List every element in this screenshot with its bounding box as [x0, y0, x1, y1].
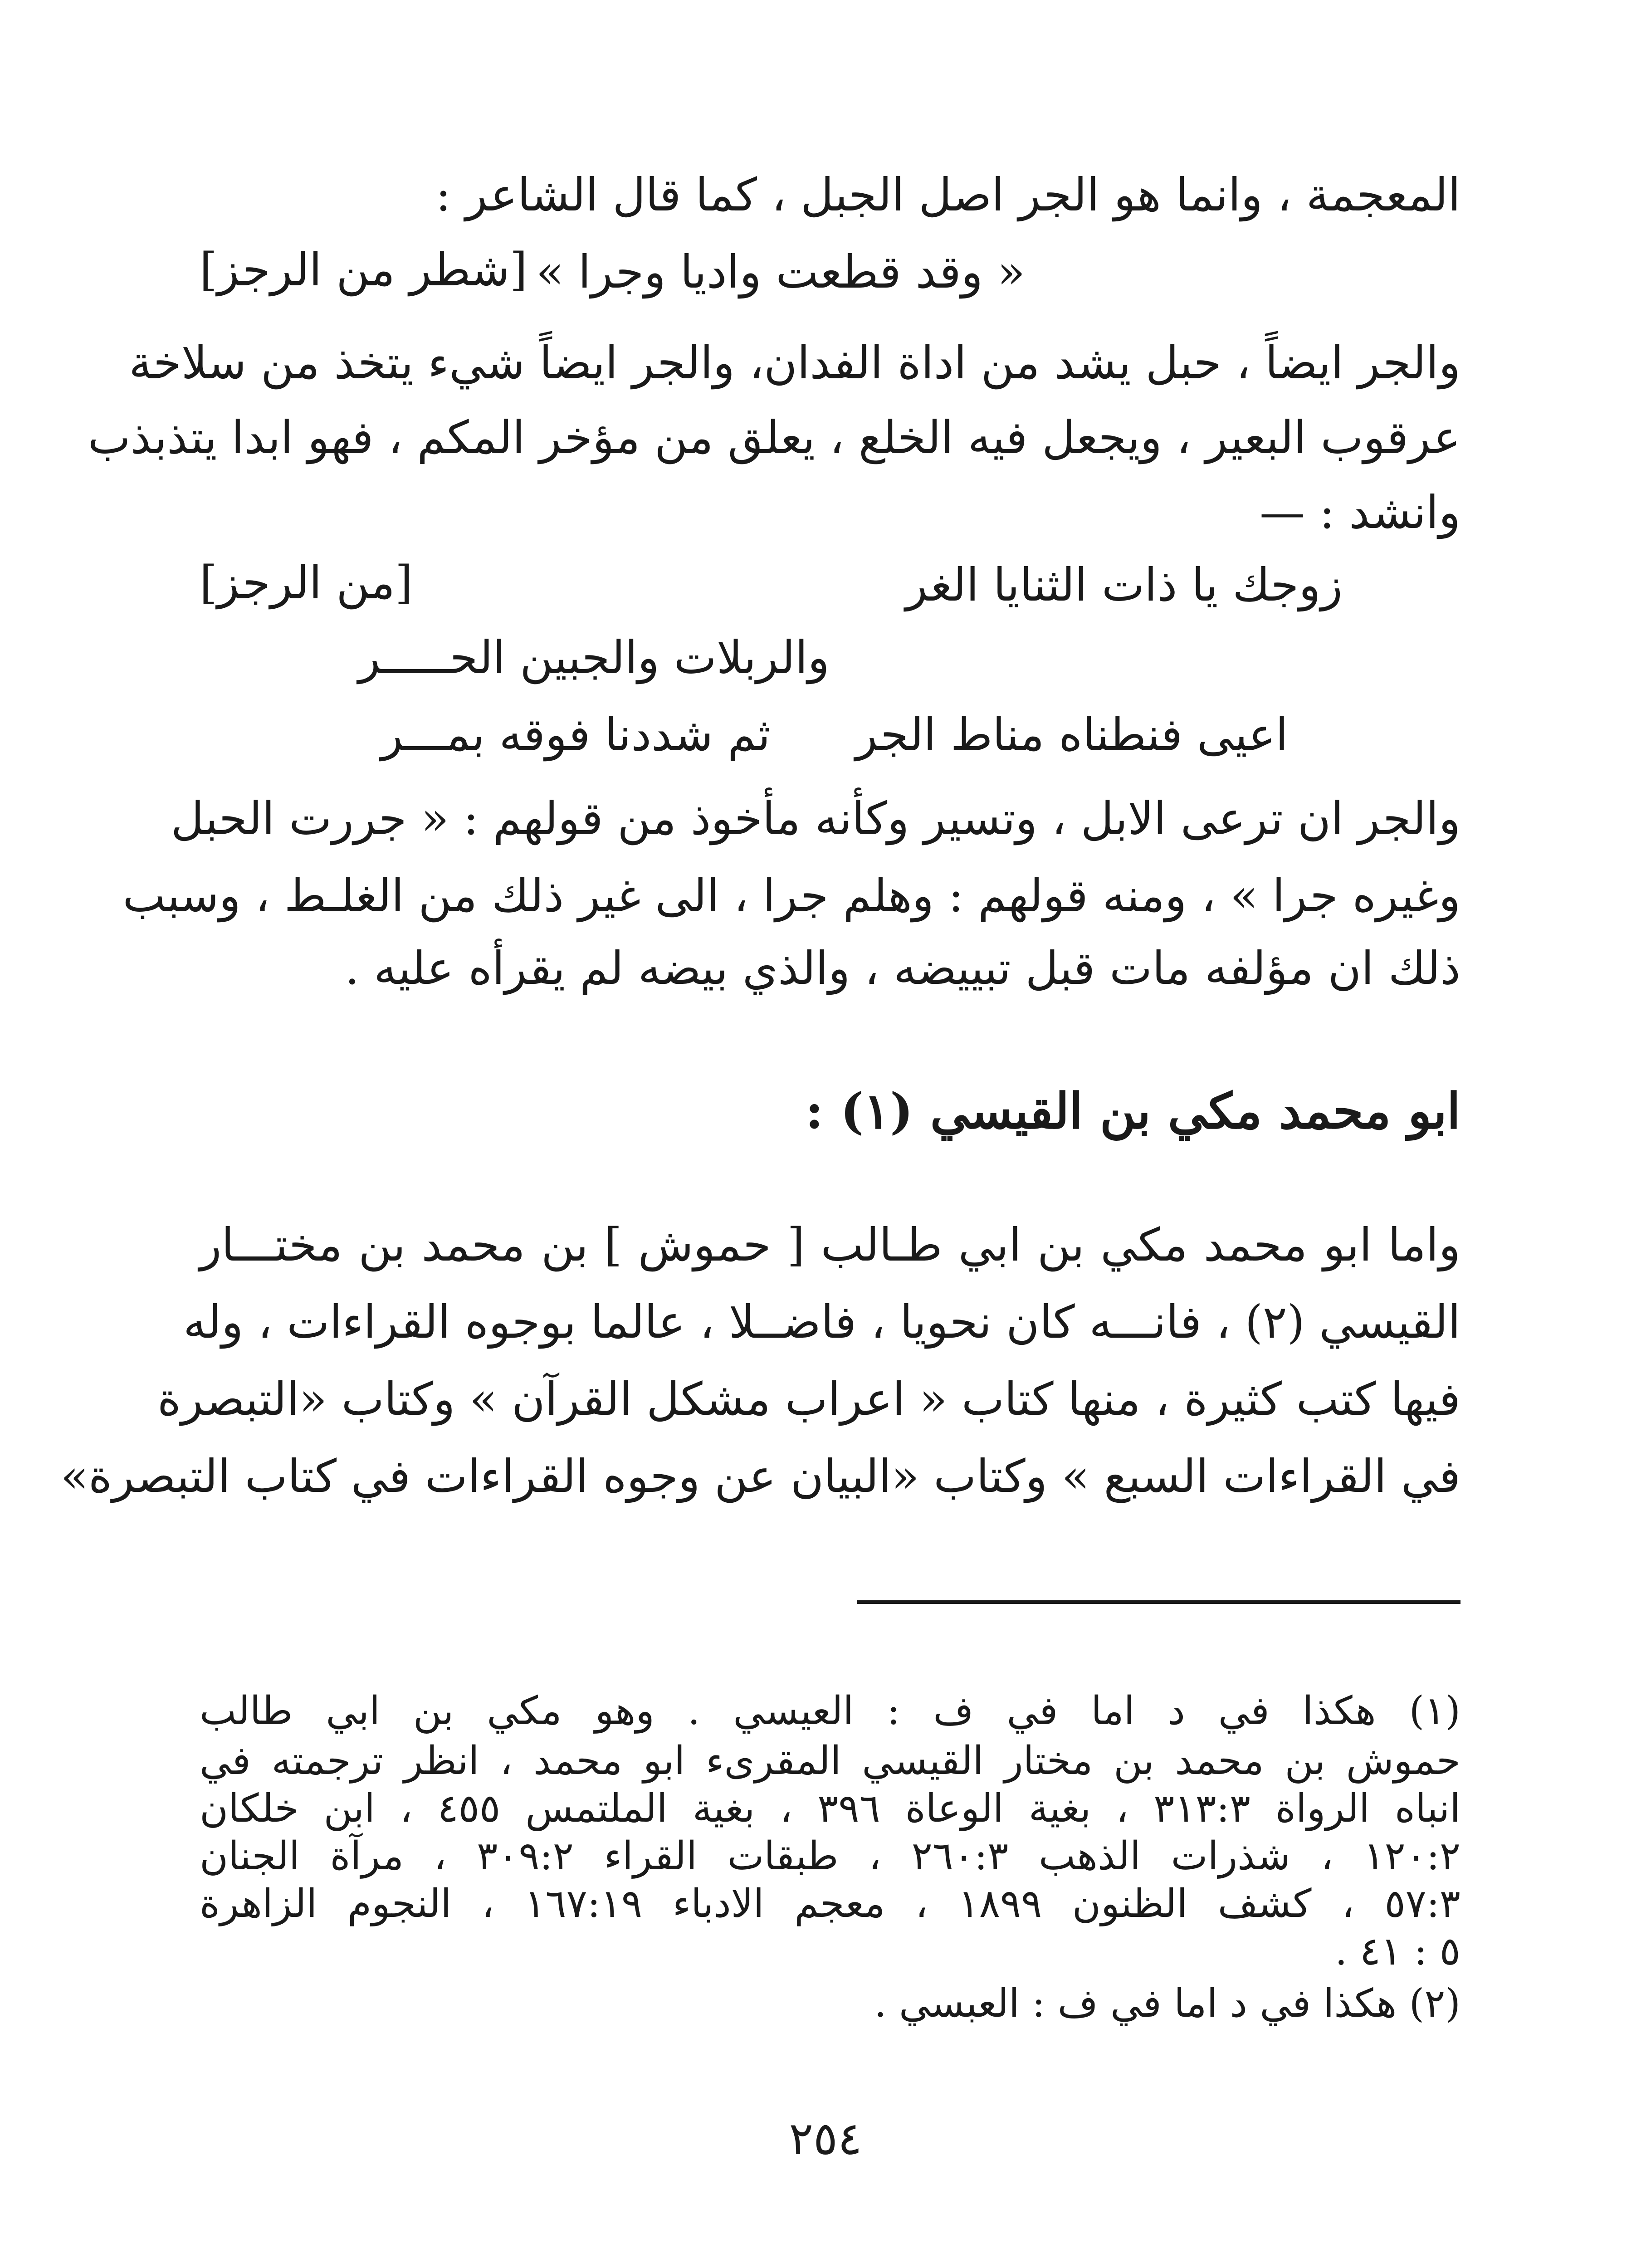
body-line: ذلك ان مؤلفه مات قبل تبييضه ، والذي بيضه لم يقرأه عليه . [345, 942, 1460, 995]
poem-line: ثم شددنا فوقه بمـــر [381, 708, 771, 761]
meter-label: [من الرجز] [200, 556, 413, 609]
body-line: القيسي (٢) ، فانـــه كان نحويا ، فاضــلا ، عالما بوجوه القراءات ، وله [183, 1295, 1460, 1349]
body-line: والجر ان ترعى الابل ، وتسير وكأنه مأخوذ من قولهم : « جررت الحبل [171, 792, 1460, 845]
footnote-line: ١٢٠:٢ ، شذرات الذهب ٢٦٠:٣ ، طبقات القراء ٣٠٩:٢ ، مرآة الجنان [200, 1833, 1461, 1879]
footnote-rule [857, 1600, 1460, 1604]
footnote-line: انباه الرواة ٣١٣:٣ ، بغية الوعاة ٣٩٦ ، بغية الملتمس ٤٥٥ ، ابن خلكان [200, 1786, 1461, 1831]
footnote-line: (٢) هكذا في د اما في ف : العبسي . [874, 1981, 1460, 2026]
verse-line: « وقد قطعت واديا وجرا » [536, 245, 1025, 298]
body-line: واما ابو محمد مكي بن ابي طـالب [ حموش ] بن محمد بن مختـــار [200, 1218, 1460, 1271]
page-number: ٢٥٤ [789, 2112, 862, 2165]
body-line: في القراءات السبع » وكتاب «البيان عن وجوه القراءات في كتاب التبصرة» [60, 1450, 1460, 1503]
body-line: وانشد : — [1260, 486, 1460, 539]
body-line: فيها كتب كثيرة ، منها كتاب « اعراب مشكل القرآن » وكتاب «التبصرة [157, 1373, 1460, 1426]
footnote-line: (١) هكذا في د اما في ف : العيسي . وهو مكي بن ابي طالب [200, 1688, 1460, 1734]
footnote-line: ٥٧:٣ ، كشف الظنون ١٨٩٩ ، معجم الادباء ١٦٧:١٩ ، النجوم الزاهرة [200, 1881, 1460, 1926]
footnote-line: ٥ : ٤١ . [1335, 1929, 1460, 1974]
section-heading: ابو محمد مكي بن القيسي (١) : [805, 1083, 1460, 1140]
body-line: وغيره جرا » ، ومنه قولهم : وهلم جرا ، الى غير ذلك من الغلـط ، وسبب [122, 869, 1460, 922]
poem-line: زوجك يا ذات الثنايا الغر [905, 558, 1343, 611]
footnote-line: حموش بن محمد بن مختار القيسي المقرىء ابو محمد ، انظر ترجمته في [200, 1738, 1460, 1784]
meter-label: [شطر من الرجز] [200, 243, 528, 296]
poem-line: والربلات والجبين الحـــــر [358, 631, 830, 684]
body-line: عرقوب البعير ، ويجعل فيه الخلع ، يعلق من مؤخر المكم ، فهو ابدا يتذبذب [88, 411, 1460, 464]
body-line: المعجمة ، وانما هو الجر اصل الجبل ، كما قال الشاعر : [435, 168, 1460, 221]
body-line: والجر ايضاً ، حبل يشد من اداة الفدان، والجر ايضاً شيء يتخذ من سلاخة [129, 336, 1460, 389]
poem-line: اعيى فنطناه مناط الجر [855, 708, 1288, 761]
